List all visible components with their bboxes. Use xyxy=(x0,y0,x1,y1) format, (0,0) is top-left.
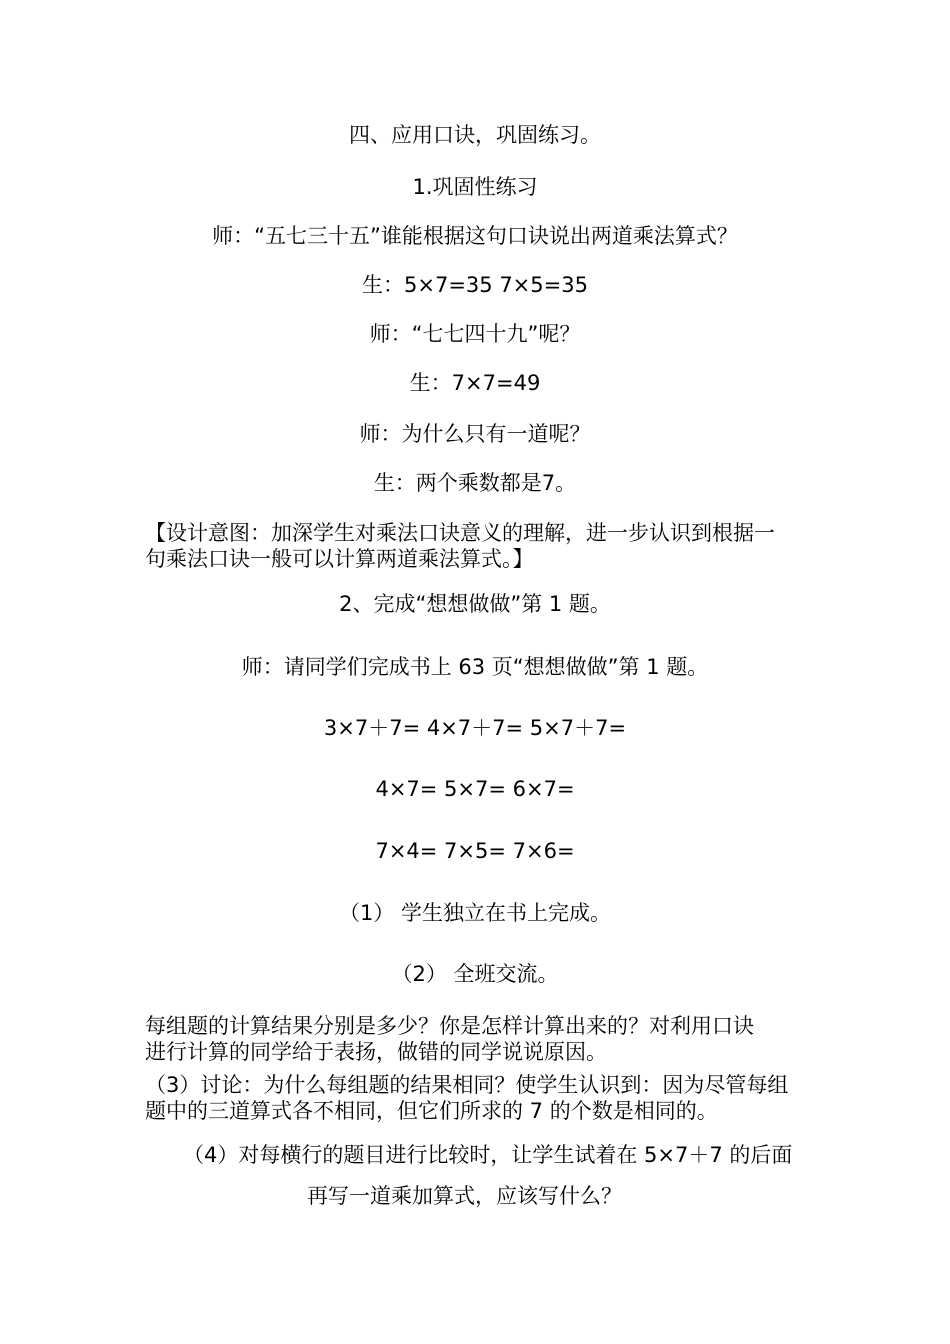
paragraph-3-line-2: 再写一道乘加算式，应该写什么？ xyxy=(307,1184,622,1208)
paragraph-1-line-1: 每组题的计算结果分别是多少？你是怎样计算出来的？对利用口诀 xyxy=(145,1014,754,1038)
teacher-line-1: 师：“五七三十五”谁能根据这句口诀说出两道乘法算式？ xyxy=(212,224,738,248)
step-2: （2） 全班交流。 xyxy=(391,962,559,986)
subheading-practice: 1.巩固性练习 xyxy=(412,175,538,199)
paragraph-2-line-2: 题中的三道算式各不相同，但它们所求的 7 的个数是相同的。 xyxy=(145,1099,718,1123)
equation-row-2: 4×7= 5×7= 6×7= xyxy=(375,777,575,801)
step-1: （1） 学生独立在书上完成。 xyxy=(338,901,612,925)
paragraph-3-line-1: （4）对每横行的题目进行比较时，让学生试着在 5×7＋7 的后面 xyxy=(183,1143,793,1167)
teacher-line-4: 师：请同学们完成书上 63 页“想想做做”第 1 题。 xyxy=(241,655,709,679)
teacher-line-3: 师：为什么只有一道呢？ xyxy=(359,422,591,446)
design-intent-line-2: 句乘法口诀一般可以计算两道乘法算式。】 xyxy=(145,547,534,571)
design-intent-line-1: 【设计意图：加深学生对乘法口诀意义的理解，进一步认识到根据一 xyxy=(145,521,775,545)
paragraph-2-line-1: （3）讨论：为什么每组题的结果相同？使学生认识到：因为尽管每组 xyxy=(145,1073,789,1097)
paragraph-1-line-2: 进行计算的同学给于表扬，做错的同学说说原因。 xyxy=(145,1040,607,1064)
student-line-1: 生：5×7=35 7×5=35 xyxy=(362,273,588,297)
equation-row-3: 7×4= 7×5= 7×6= xyxy=(375,839,575,863)
section-heading: 四、应用口诀，巩固练习。 xyxy=(349,123,601,147)
teacher-line-2: 师：“七七四十九”呢？ xyxy=(369,322,581,346)
equation-row-1: 3×7＋7= 4×7＋7= 5×7＋7= xyxy=(323,716,627,740)
student-line-2: 生：7×7=49 xyxy=(409,371,541,395)
subheading-exercise: 2、完成“想想做做”第 1 题。 xyxy=(339,592,611,616)
student-line-3: 生：两个乘数都是7。 xyxy=(373,471,577,495)
